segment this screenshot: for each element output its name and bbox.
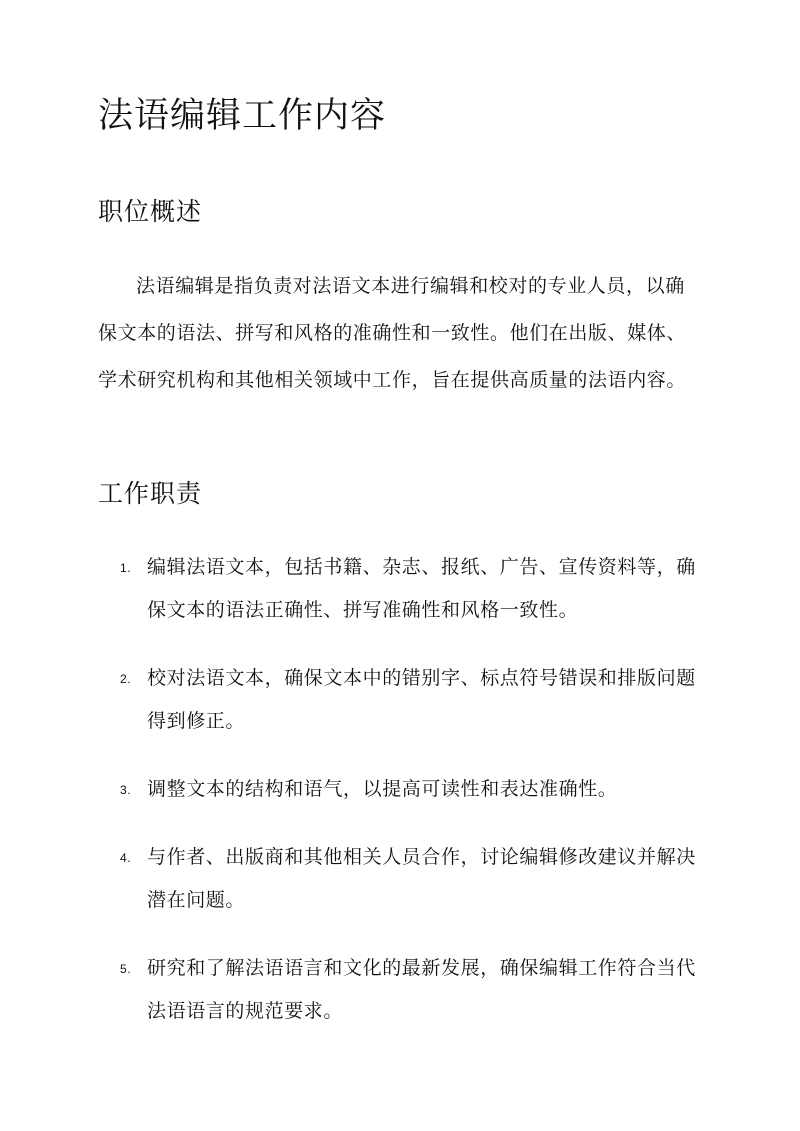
page-title: 法语编辑工作内容 bbox=[98, 96, 387, 136]
duty-item-1 bbox=[120, 546, 700, 632]
duty-text-2: 校对法语文本，确保文本中的错别字、标点符号错误和排版问题得到修正。 bbox=[147, 667, 696, 732]
duty-item-3 bbox=[120, 768, 700, 811]
duty-number-4: 4. bbox=[120, 851, 132, 865]
overview-paragraph: 法语编辑是指负责对法语文本进行编辑和校对的专业人员，以确保文本的语法、拼写和风格的准确性和一致性。他们在出版、媒体、学术研究机构和其他相关领域中工作，旨在提供高质量的法语内容。 bbox=[98, 275, 687, 391]
duty-text-5: 研究和了解法语语言和文化的最新发展，确保编辑工作符合当代法语语言的规范要求。 bbox=[147, 957, 696, 1022]
duties-list bbox=[120, 546, 700, 1058]
overview-heading: 职位概述 bbox=[98, 197, 203, 226]
duty-text-3: 调整文本的结构和语气，以提高可读性和表达准确性。 bbox=[147, 778, 618, 800]
duty-text-4: 与作者、出版商和其他相关人员合作，讨论编辑修改建议并解决潜在问题。 bbox=[147, 846, 696, 911]
duty-number-3: 3. bbox=[120, 783, 132, 797]
duty-text-1: 编辑法语文本，包括书籍、杂志、报纸、广告、宣传资料等，确保文本的语法正确性、拼写准确性和风格一致性。 bbox=[147, 556, 696, 621]
duty-number-1: 1. bbox=[120, 561, 132, 575]
duty-item-2 bbox=[120, 657, 700, 743]
duty-number-2: 2. bbox=[120, 672, 132, 686]
duty-number-5: 5. bbox=[120, 962, 132, 976]
duty-item-5 bbox=[120, 947, 700, 1033]
duties-heading: 工作职责 bbox=[98, 479, 203, 508]
duty-item-4 bbox=[120, 836, 700, 922]
